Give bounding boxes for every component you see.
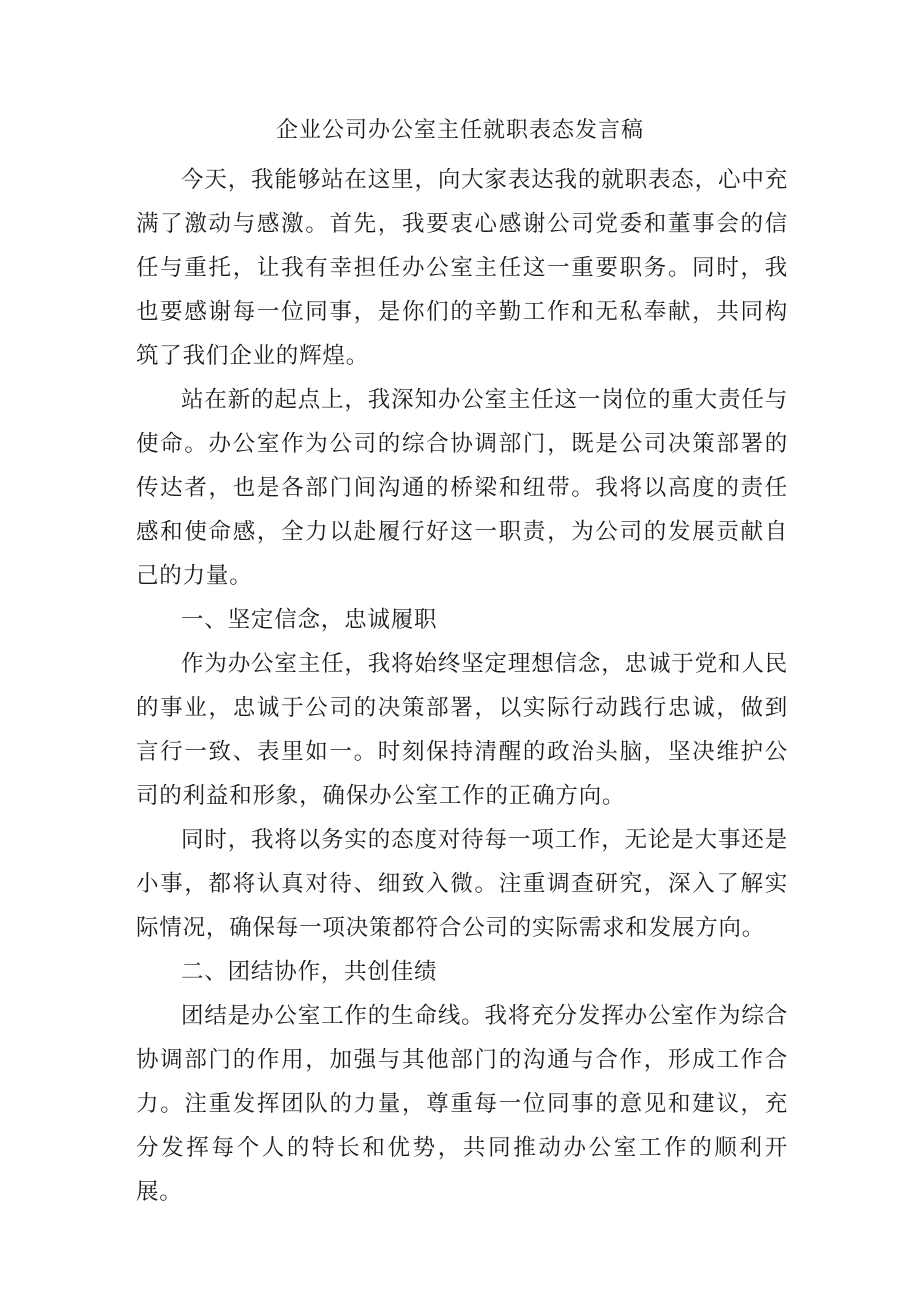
section-heading-1: 一、坚定信念，忠诚履职 bbox=[181, 607, 438, 633]
section2-paragraph-1: 团结是办公室工作的生命线。我将充分发挥办公室作为综合协调部门的作用，加强与其他部门的沟通与合作，形成工作合力。注重发挥团队的力量，尊重每一位同事的意见和建议，充分发挥每个人的特长和优势，共同推动办公室工作的顺利开展。 bbox=[136, 1003, 788, 1205]
intro-paragraph-1: 今天，我能够站在这里，向大家表达我的就职表态，心中充满了激动与感激。首先，我要衷心感谢公司党委和董事会的信任与重托，让我有幸担任办公室主任这一重要职务。同时，我也要感谢每一位同事，是你们的辛勤工作和无私奉献，共同构筑了我们企业的辉煌。 bbox=[136, 167, 788, 369]
intro-paragraph-2: 站在新的起点上，我深知办公室主任这一岗位的重大责任与使命。办公室作为公司的综合协调部门，既是公司决策部署的传达者，也是各部门间沟通的桥梁和纽带。我将以高度的责任感和使命感，全力以赴履行好这一职责，为公司的发展贡献自己的力量。 bbox=[136, 387, 788, 589]
document-body bbox=[136, 158, 788, 1214]
section-heading-2: 二、团结协作，共创佳绩 bbox=[181, 959, 438, 985]
section1-paragraph-2: 同时，我将以务实的态度对待每一项工作，无论是大事还是小事，都将认真对待、细致入微。注重调查研究，深入了解实际情况，确保每一项决策都符合公司的实际需求和发展方向。 bbox=[136, 827, 788, 941]
section1-paragraph-1: 作为办公室主任，我将始终坚定理想信念，忠诚于党和人民的事业，忠诚于公司的决策部署，以实际行动践行忠诚，做到言行一致、表里如一。时刻保持清醒的政治头脑，坚决维护公司的利益和形象，确保办公室工作的正确方向。 bbox=[136, 651, 788, 809]
document-title: 企业公司办公室主任就职表态发言稿 bbox=[275, 118, 644, 143]
